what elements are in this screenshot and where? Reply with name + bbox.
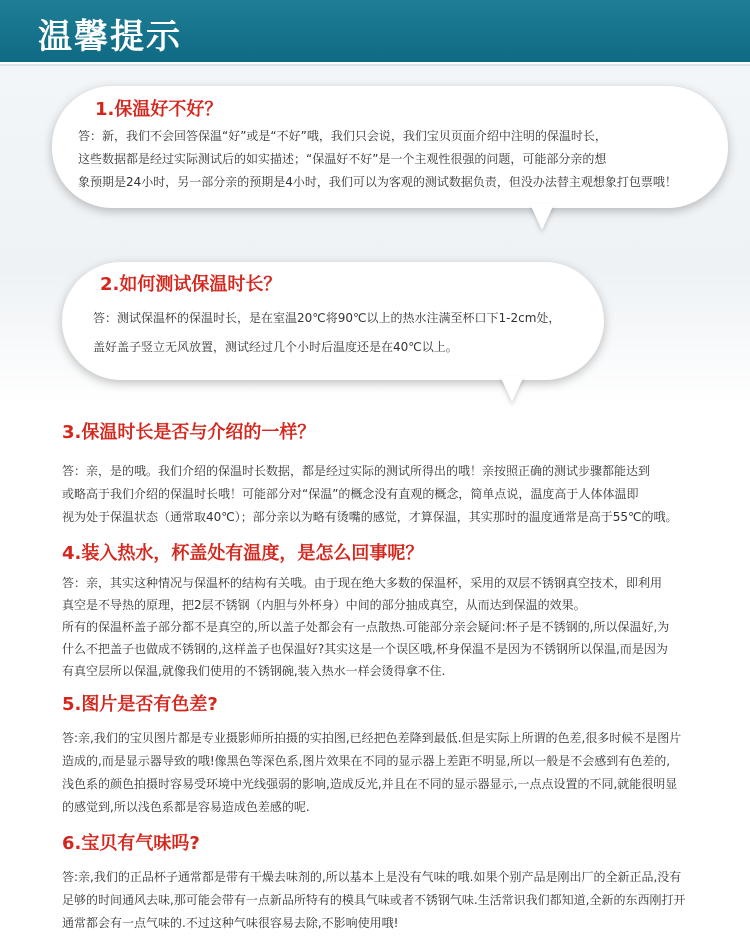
answer-line: 有真空层所以保温,就像我们使用的不锈钢碗,装入热水一样会烫得拿不住. — [62, 664, 446, 678]
faq-question-2: 2.如何测试保温时长？ — [100, 274, 282, 295]
answer-line: 真空是不导热的原理，把2层不锈钢（内胆与外杯身）中间的部分抽成真空，从而达到保温的效果。 — [62, 598, 586, 612]
faq-answer-6 — [62, 866, 685, 935]
answer-line: 浅色系的颜色拍摄时容易受环境中光线强弱的影响,造成反光,并且在不同的显示器显示,一点点设置的不同,就能很明显 — [62, 777, 678, 791]
answer-line: 视为处于保温状态（通常取40℃）；部分亲以为略有烫嘴的感觉，才算保温，其实那时的温度通常是高于55℃的哦。 — [62, 510, 678, 524]
faq-question-6: 6.宝贝有气味吗? — [62, 833, 200, 854]
answer-line: 通常都会有一点气味的.不过这种气味很容易去除,不影响使用哦! — [62, 916, 399, 930]
page-title: 温馨提示 — [38, 17, 182, 57]
faq-answer-3 — [62, 460, 678, 529]
answer-line: 或略高于我们介绍的保温时长哦！可能部分对“保温”的概念没有直观的概念，简单点说，温度高于人体体温即 — [62, 487, 639, 501]
faq-question-3: 3.保温时长是否与介绍的一样？ — [62, 422, 316, 443]
faq-answer-5 — [62, 727, 681, 819]
answer-line: 什么不把盖子也做成不锈钢的,这样盖子也保温好?其实这是一个误区哦,杯身保温不是因为不锈钢所以保温,而是因为 — [62, 642, 668, 656]
answer-line: 的感觉到,所以浅色系都是容易造成色差感的呢. — [62, 800, 310, 814]
answer-line: 答：亲，是的哦。我们介绍的保温时长数据，都是经过实际的测试所得出的哦！亲按照正确的测试步骤都能达到 — [62, 464, 651, 478]
faq-question-1: 1.保温好不好？ — [95, 99, 223, 120]
answer-line: 象预期是24小时，另一部分亲的预期是4小时，我们可以为客观的测试数据负责，但没办法替主观想象打包票哦！ — [78, 175, 677, 189]
header-banner — [0, 0, 750, 62]
answer-line: 所有的保温杯盖子部分都不是真空的,所以盖子处都会有一点散热.可能部分亲会疑问:杯子是不锈钢的,所以保温好,为 — [62, 620, 670, 634]
answer-line: 答：新，我们不会回答保温“好”或是“不好”哦，我们只会说，我们宝贝页面介绍中注明的保温时长， — [78, 129, 607, 143]
faq-answer-4 — [62, 572, 669, 682]
answer-line: 答:亲,我们的正品杯子通常都是带有干燥去味剂的,所以基本上是没有气味的哦.如果个别产品是刚出厂的全新正品,没有 — [62, 870, 682, 884]
bubble-tail-1 — [530, 204, 554, 230]
answer-line: 答:亲,我们的宝贝图片都是专业摄影师所拍摄的实拍图,已经把色差降到最低.但是实际上所谓的色差,很多时候不是图片 — [62, 731, 682, 745]
bubble-tail-2 — [500, 376, 524, 402]
faq-question-5: 5.图片是否有色差? — [62, 694, 218, 715]
answer-line: 答：测试保温杯的保温时长，是在室温20℃将90℃以上的热水注满至杯口下1-2cm处， — [93, 311, 561, 325]
faq-answer-2 — [93, 304, 560, 362]
answer-line: 这些数据都是经过实际测试后的如实描述；“保温好不好”是一个主观性很强的问题，可能部分亲的想 — [78, 152, 607, 166]
faq-answer-1 — [78, 125, 677, 194]
answer-line: 足够的时间通风去味,那可能会带有一点新品所特有的模具气味或者不锈钢气味.生活常识我们都知道,全新的东西刚打开 — [62, 893, 686, 907]
faq-question-4: 4.装入热水，杯盖处有温度，是怎么回事呢？ — [62, 543, 424, 564]
answer-line: 造成的,而是显示器导致的哦!像黑色等深色系,图片效果在不同的显示器上差距不明显,所以一般是不会感到有色差的, — [62, 754, 671, 768]
answer-line: 盖好盖子竖立无风放置，测试经过几个小时后温度还是在40℃以上。 — [93, 340, 458, 354]
answer-line: 答：亲，其实这种情况与保温杯的结构有关哦。由于现在绝大多数的保温杯，采用的双层不锈钢真空技术，即利用 — [62, 576, 663, 590]
